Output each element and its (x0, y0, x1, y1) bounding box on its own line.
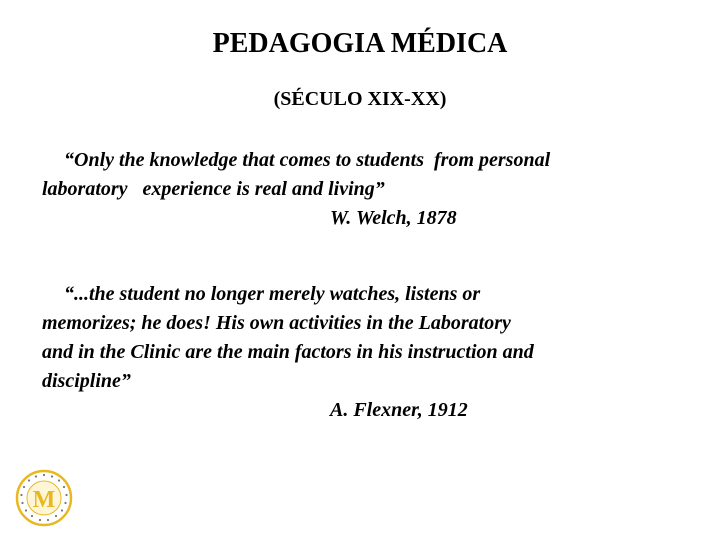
slide-subtitle: (SÉCULO XIX-XX) (273, 88, 447, 110)
university-seal-icon (14, 468, 74, 528)
quote-line: discipline” (42, 370, 131, 392)
quote-welch (42, 146, 662, 233)
quote-line: “...the student no longer merely watches, listens or (64, 283, 481, 305)
quote-attribution: W. Welch, 1878 (330, 207, 457, 229)
slide-title: PEDAGOGIA MÉDICA (212, 28, 508, 59)
quote-line: laboratory experience is real and living” (42, 178, 385, 200)
seal-letter: M (32, 487, 56, 513)
quote-attribution: A. Flexner, 1912 (330, 399, 468, 421)
quote-flexner (42, 280, 662, 425)
quote-line: “Only the knowledge that comes to students from personal (64, 149, 551, 171)
quote-line: and in the Clinic are the main factors in his instruction and (42, 341, 534, 363)
quote-line: memorizes; he does! His own activities in the Laboratory (42, 312, 511, 334)
